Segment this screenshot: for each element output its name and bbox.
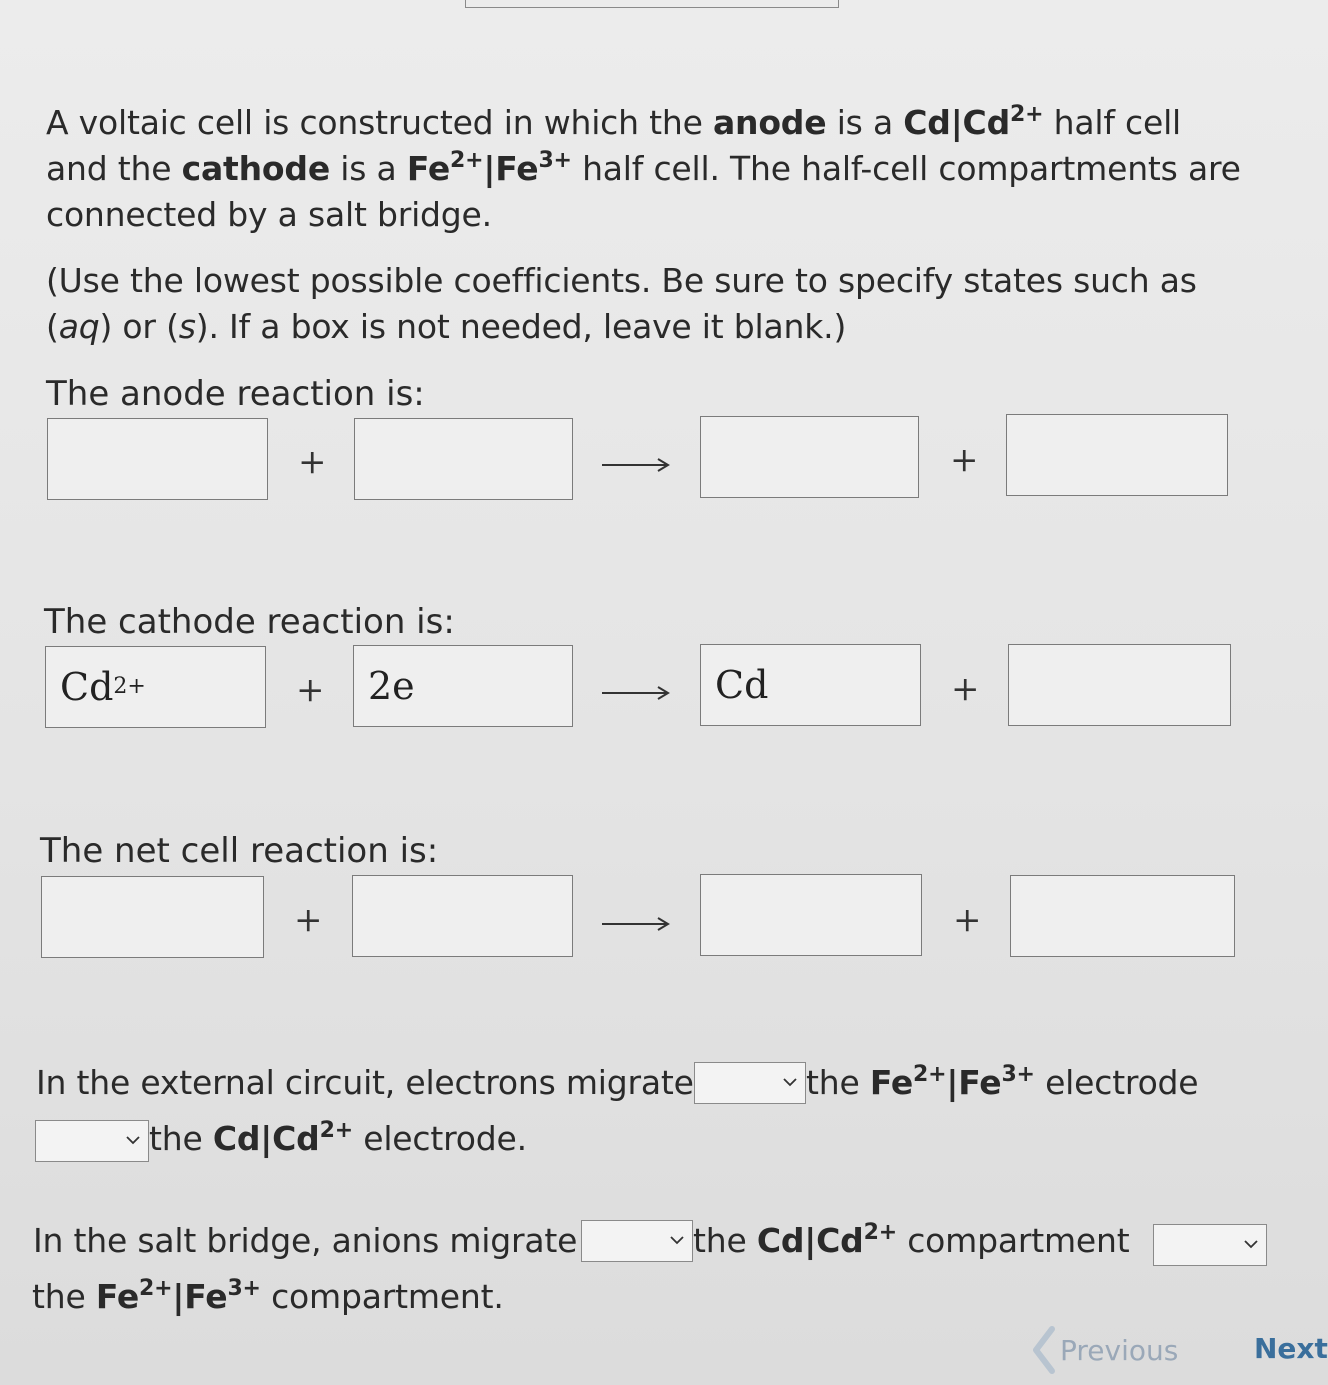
chevron-down-icon [126,1133,140,1147]
external-circuit-line-1: In the external circuit, electrons migrate [36,1063,694,1102]
chevron-down-icon [670,1233,684,1247]
previous-button[interactable]: Previous [1030,1325,1178,1375]
chevron-down-icon [783,1075,797,1089]
salt-bridge-direction-select-1[interactable] [581,1220,693,1262]
reaction-arrow-icon [602,458,670,472]
chevron-down-icon [1244,1237,1258,1251]
salt-bridge-line-1b: the $Cd|Cd^{2+}$ compartment [693,1220,1130,1260]
cathode-product-2-input[interactable] [1008,644,1231,726]
salt-bridge-line-2: the $Fe^{2+}|Fe^{3+}$ compartment. [32,1276,504,1316]
cathode-reactant-1-input[interactable]: Cd 2+ [45,646,266,728]
external-circuit-direction-select-2[interactable] [35,1120,149,1162]
next-button[interactable]: Next [1254,1332,1328,1365]
chevron-left-icon [1030,1325,1060,1375]
plus-sign: + [294,900,323,940]
plus-sign: + [296,670,325,710]
cathode-reaction-label: The cathode reaction is: [44,602,455,642]
reaction-arrow-icon [602,686,670,700]
anode-reactant-1-input[interactable] [47,418,268,500]
cathode-product-1-input[interactable]: Cd [700,644,921,726]
salt-bridge-line-1: In the salt bridge, anions migrate [33,1221,578,1260]
external-circuit-line-2: the $Cd|Cd^{2+}$ electrode. [149,1118,527,1158]
net-product-2-input[interactable] [1010,875,1235,957]
anode-product-1-input[interactable] [700,416,919,498]
net-reaction-label: The net cell reaction is: [40,831,439,871]
instructions: (Use the lowest possible coefficients. Be sure to specify states such as (aq) or (s). If a box is not needed, leave it blank.) [46,261,1197,346]
net-reactant-1-input[interactable] [41,876,264,958]
anode-reactant-2-input[interactable] [354,418,573,500]
previous-answer-box [465,0,839,8]
net-reactant-2-input[interactable] [352,875,573,957]
problem-statement: A voltaic cell is constructed in which the anode is a $Cd|Cd^{2+}$ half cell and the cathode is a $Fe^{2+}|Fe^{3+}$ half cell. The half-cell compartments are connected by a salt bridge. [46,102,1241,234]
cathode-reactant-2-input[interactable]: 2e [353,645,573,727]
reaction-arrow-icon [602,917,670,931]
net-product-1-input[interactable] [700,874,922,956]
external-circuit-line-1b: the $Fe^{2+}|Fe^{3+}$ electrode [806,1062,1199,1102]
salt-bridge-direction-select-2[interactable] [1153,1224,1267,1266]
plus-sign: + [950,440,979,480]
plus-sign: + [951,669,980,709]
plus-sign: + [298,442,327,482]
plus-sign: + [953,900,982,940]
external-circuit-direction-select-1[interactable] [694,1062,806,1104]
anode-product-2-input[interactable] [1006,414,1228,496]
anode-reaction-label: The anode reaction is: [46,374,425,414]
